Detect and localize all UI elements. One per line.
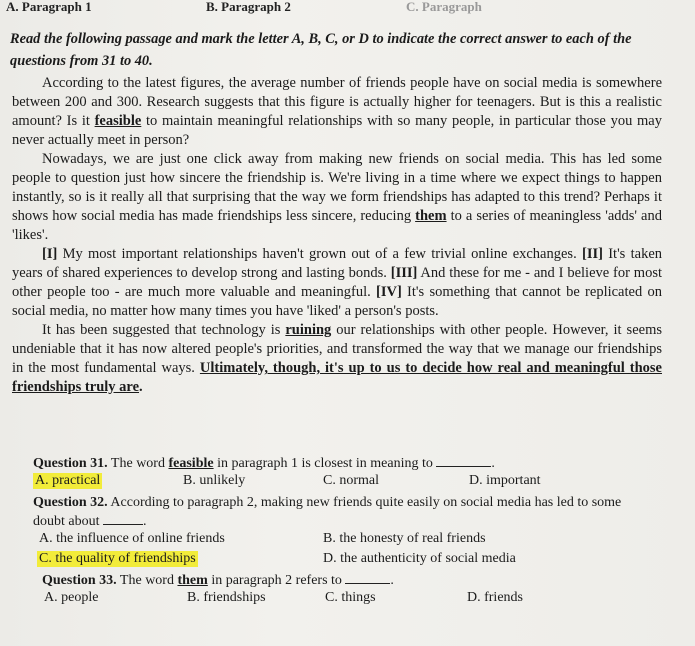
question-31-word: feasible — [168, 456, 214, 471]
paragraph-3: [I] My most important relationships haven't grown out of a few trivial online exchanges. [II] It's taken years of shared experiences to develop strong and lasting bonds. [III] And these for me - and I believe for most other people too - are much more valuable and meaningful. [IV] It's something that cannot be replicated on social media, no matter how many times you have 'liked' a person's posts. — [12, 246, 663, 319]
q31-option-d[interactable]: D. important — [469, 473, 541, 488]
q31-option-b[interactable]: B. unlikely — [183, 473, 246, 488]
underlined-word-ruining: ruining — [285, 322, 332, 338]
position-marker-3: [III] — [390, 265, 418, 281]
position-marker-1: [I] — [42, 246, 58, 262]
reading-passage — [12, 74, 662, 397]
question-31-label: Question 31. — [33, 456, 108, 471]
q31-option-a[interactable]: A. practical — [35, 473, 101, 488]
underlined-final-sentence: Ultimately, though, it's up to us to decide how real and meaningful those friendships truly are — [12, 360, 662, 395]
question-33-word: them — [177, 573, 208, 588]
answer-blank — [103, 512, 143, 525]
q33-option-d[interactable]: D. friends — [467, 590, 523, 605]
q32-option-b[interactable]: B. the honesty of real friends — [323, 531, 486, 546]
prev-option-b: B. Paragraph 2 — [206, 0, 291, 14]
question-33-label: Question 33. — [42, 573, 117, 588]
question-33: Question 33. The word them in paragraph 2 refers to . A. people B. friendships C. things D. friends — [42, 573, 523, 605]
q32-option-a[interactable]: A. the influence of online friends — [39, 531, 225, 546]
paragraph-1: According to the latest figures, the average number of friends people have on social media is somewhere between 200 and 300. Research suggests that this figure is actually higher for teenagers. But is this a realistic amount? Is it feasible to maintain meaningful relationships with so many people, in particular those you may never actually meet in person? — [12, 75, 662, 148]
paragraph-2: Nowadays, we are just one click away from making new friends on social media. This has led some people to question just how sincere the friendship is. We're living in a time where we expect things to happen instantly, so is it really all that surprising that the way we form friendships has adapted to this trend? Perhaps it shows how social media has made friendships less sincere, reducing them to a series of meaningless 'adds' and 'likes'. — [12, 151, 662, 243]
q33-option-a[interactable]: A. people — [44, 590, 99, 605]
previous-options-strip — [6, 0, 686, 16]
q32-option-c[interactable]: C. the quality of friendships — [39, 551, 196, 566]
q33-option-c[interactable]: C. things — [325, 590, 376, 605]
prev-option-c: C. Paragraph — [406, 0, 482, 14]
paragraph-4: It has been suggested that technology is ruining our relationships with other people. However, it seems undeniable that it has now altered people's priorities, and transformed the way that we manage our friendships in the most fundamental ways. Ultimately, though, it's up to us to decide how real and meaningful those friendships truly are. — [12, 322, 662, 395]
underlined-word-them: them — [415, 208, 447, 224]
question-32: Question 32. According to paragraph 2, making new friends quite easily on social media has led to some doubt about . A. the influence of online friends B. the honesty of real friends C. the quality of friendships D. the authenticity of social media — [33, 495, 622, 566]
position-marker-4: [IV] — [376, 284, 402, 300]
question-31: Question 31. The word feasible in paragraph 1 is closest in meaning to . A. practical B. unlikely C. normal D. important — [33, 456, 541, 488]
q33-option-b[interactable]: B. friendships — [187, 590, 266, 605]
answer-blank — [436, 454, 491, 467]
instructions: Read the following passage and mark the letter A, B, C, or D to indicate the correct answer to each of the questions from 31 to 40. — [10, 31, 632, 69]
prev-option-a: A. Paragraph 1 — [6, 0, 92, 14]
q31-option-c[interactable]: C. normal — [323, 473, 379, 488]
question-32-label: Question 32. — [33, 495, 108, 510]
underlined-word-feasible: feasible — [94, 113, 142, 129]
answer-blank — [345, 571, 390, 584]
q32-option-d[interactable]: D. the authenticity of social media — [323, 551, 516, 566]
position-marker-2: [II] — [581, 246, 603, 262]
